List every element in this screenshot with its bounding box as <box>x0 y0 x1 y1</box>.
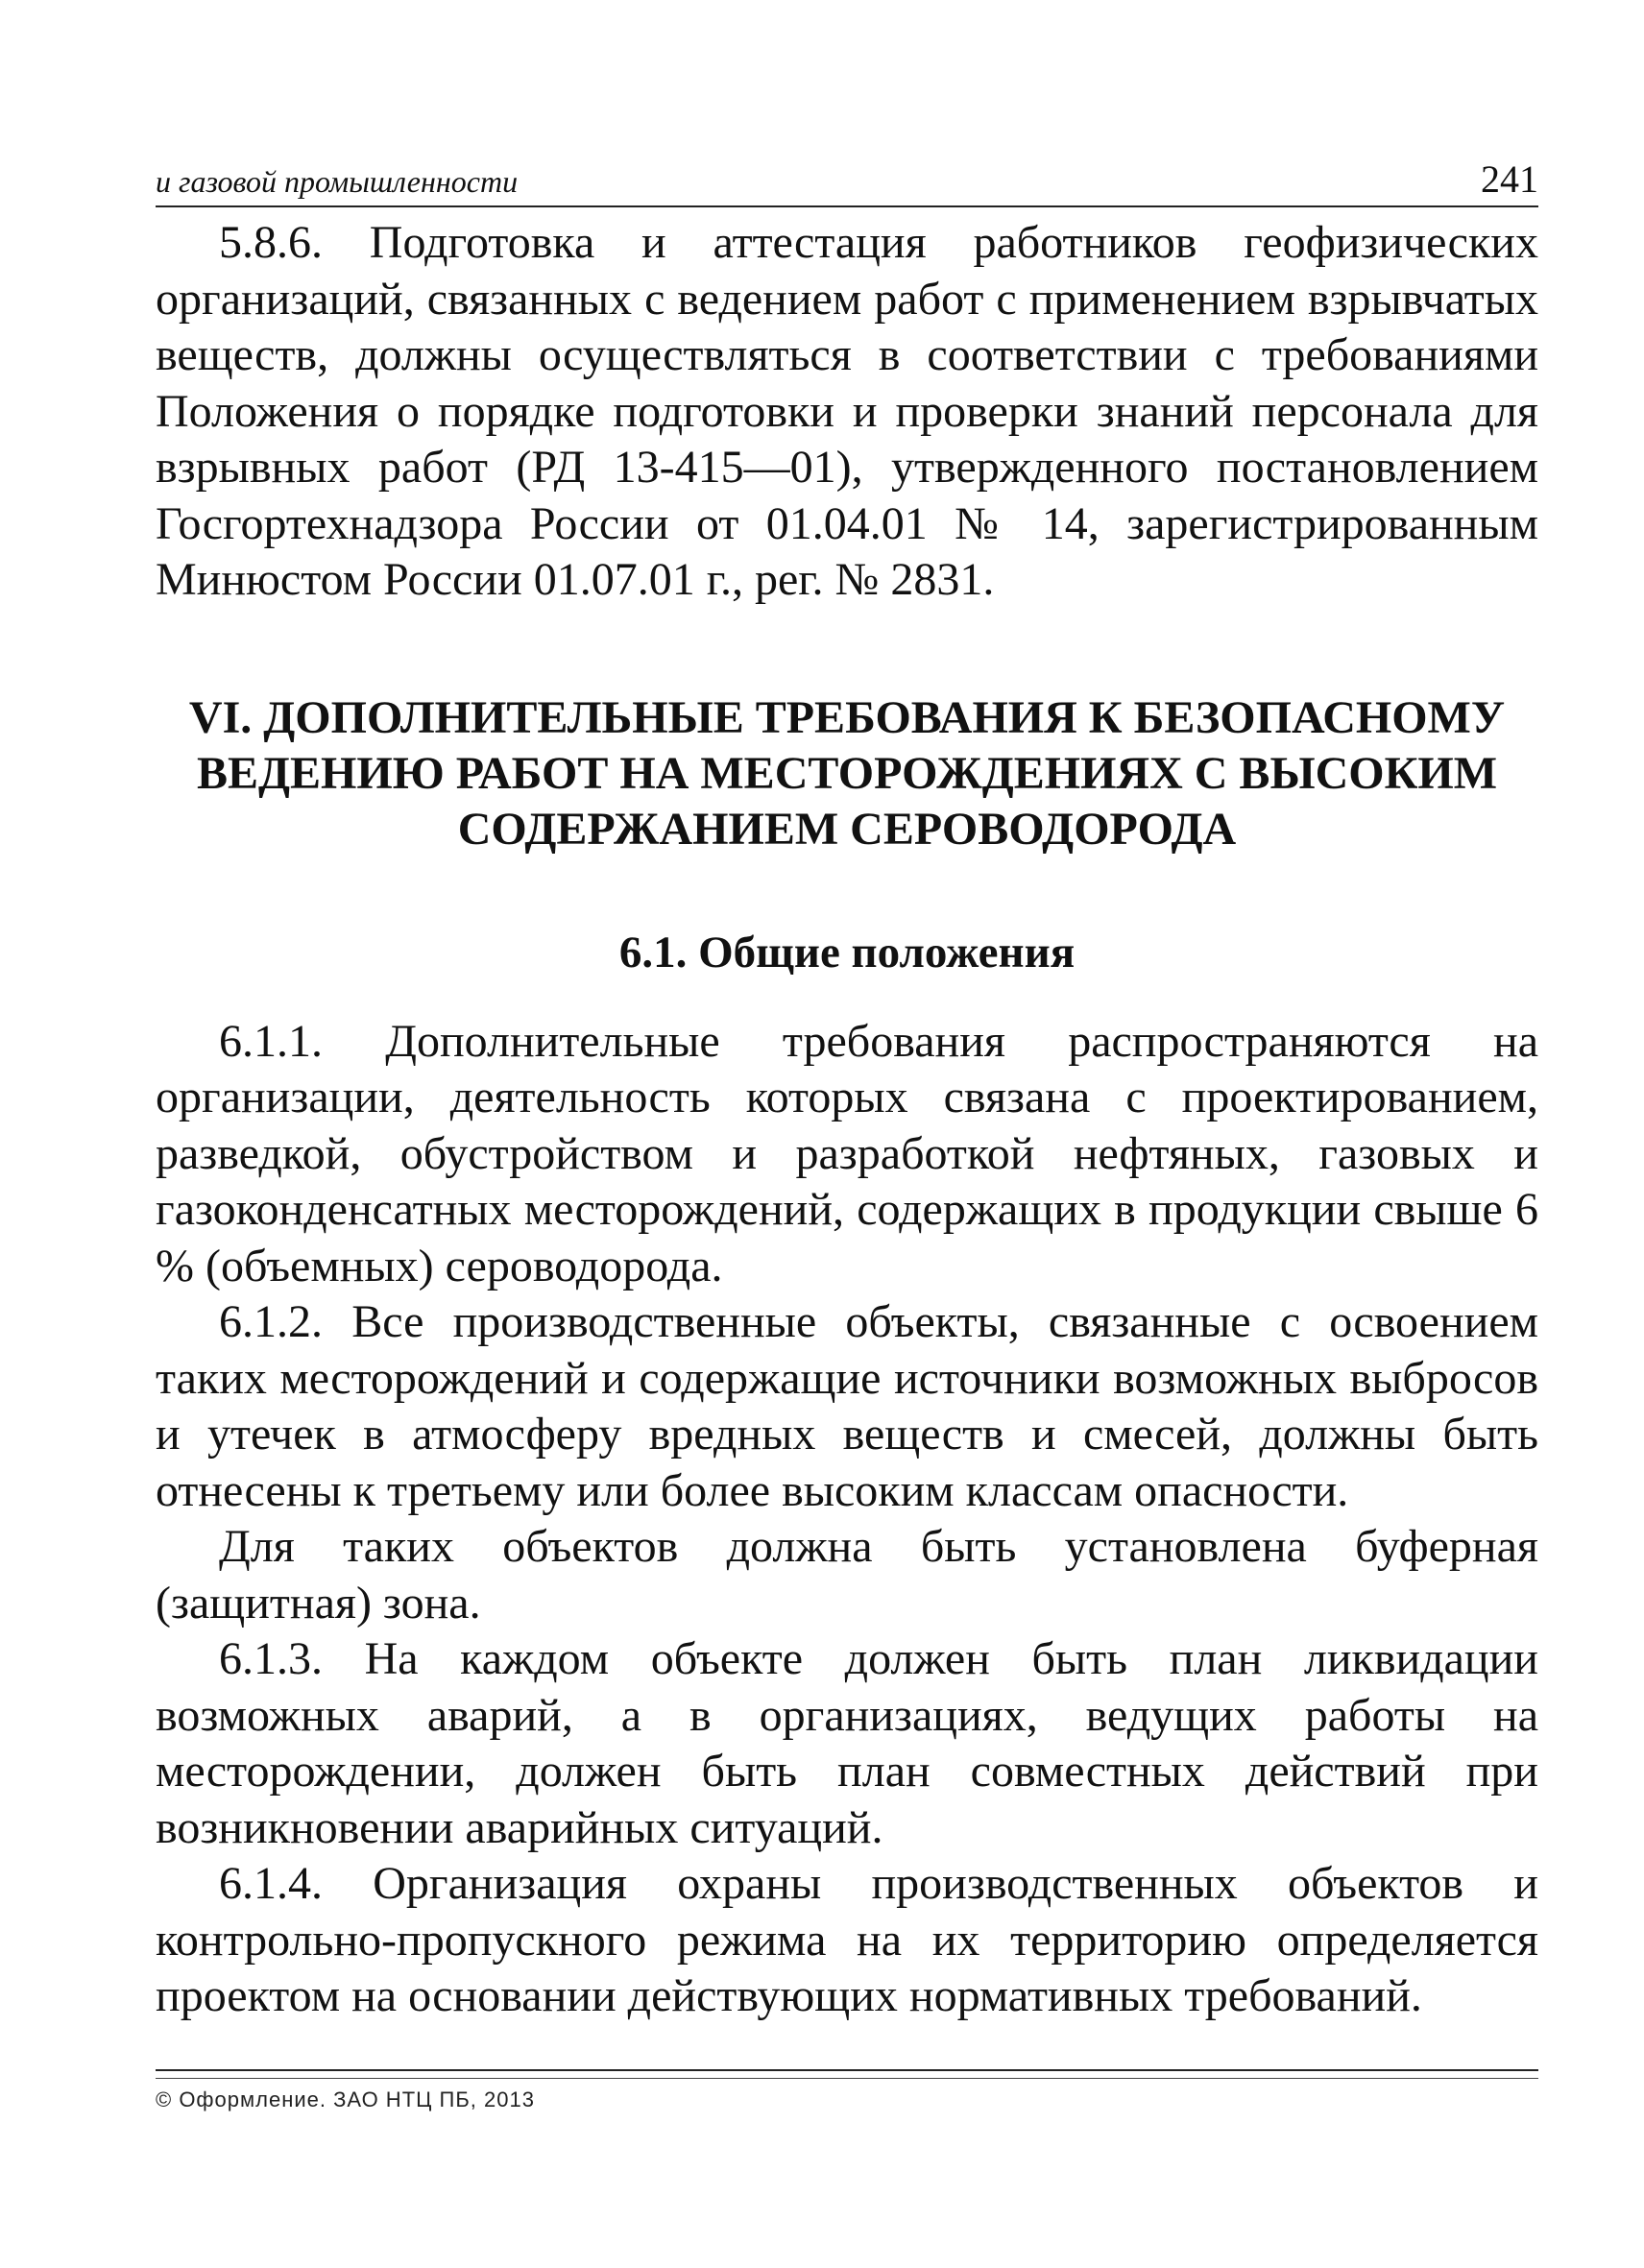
footer-copyright: © Оформление. ЗАО НТЦ ПБ, 2013 <box>156 2087 535 2111</box>
paragraph-5-8-6: 5.8.6. Подготовка и аттестация работников геофизических организаций, связанных с ведением работ с применением взрывчатых веществ, должны осуществляться в соответствии с требованиями Положения о порядке подготовки и проверки знаний персонала для взрывных работ (РД 13-415—01), утвержденного постановлением Госгортехнадзора России от 01.04.01 № 14, зарегистрированным Минюстом России 01.07.01 г., рег. № 2831. <box>156 217 1538 605</box>
paragraph-6-1-1: 6.1.1. Дополнительные требования распространяются на организации, деятельность которых связана с проектированием, разведкой, обустройством и разработкой нефтяных, газовых и газоконденсатных месторождений, содержащих в продукции свыше 6 % (объемных) сероводорода. <box>156 1015 1538 1291</box>
footer-rule-thin <box>156 2078 1538 2079</box>
section-heading-line-3: СОДЕРЖАНИЕМ СЕРОВОДОРОДА <box>457 803 1237 855</box>
section-heading <box>156 690 1538 857</box>
section-heading-line-2: ВЕДЕНИЮ РАБОТ НА МЕСТОРОЖДЕНИЯХ С ВЫСОКИМ <box>196 747 1498 799</box>
section-heading-line-1: VI. ДОПОЛНИТЕЛЬНЫЕ ТРЕБОВАНИЯ К БЕЗОПАСНОМУ <box>188 691 1506 743</box>
paragraph-6-1-4: 6.1.4. Организация охраны производственных объектов и контрольно-пропускного режима на их территорию определяется проектом на основании действующих нормативных требований. <box>156 1858 1538 2021</box>
page-number: 241 <box>1481 157 1538 201</box>
running-title: и газовой промышленности <box>156 164 519 199</box>
document-page <box>156 144 1538 2112</box>
subsection-heading: 6.1. Общие положения <box>618 927 1076 977</box>
paragraph-buffer-zone: Для таких объектов должна быть установлена буферная (защитная) зона. <box>156 1521 1538 1629</box>
paragraph-6-1-2: 6.1.2. Все производственные объекты, связанные с освоением таких месторождений и содержащие источники возможных выбросов и утечек в атмосферу вредных веществ и смесей, должны быть отнесены к третьему или более высоким классам опасности. <box>156 1296 1538 1516</box>
running-header <box>156 144 1538 207</box>
footer-rule <box>156 2069 1538 2071</box>
paragraph-6-1-3: 6.1.3. На каждом объекте должен быть план ликвидации возможных аварий, а в организациях, ведущих работы на месторождении, должен быть план совместных действий при возникновении аварийных ситуаций. <box>156 1633 1538 1853</box>
